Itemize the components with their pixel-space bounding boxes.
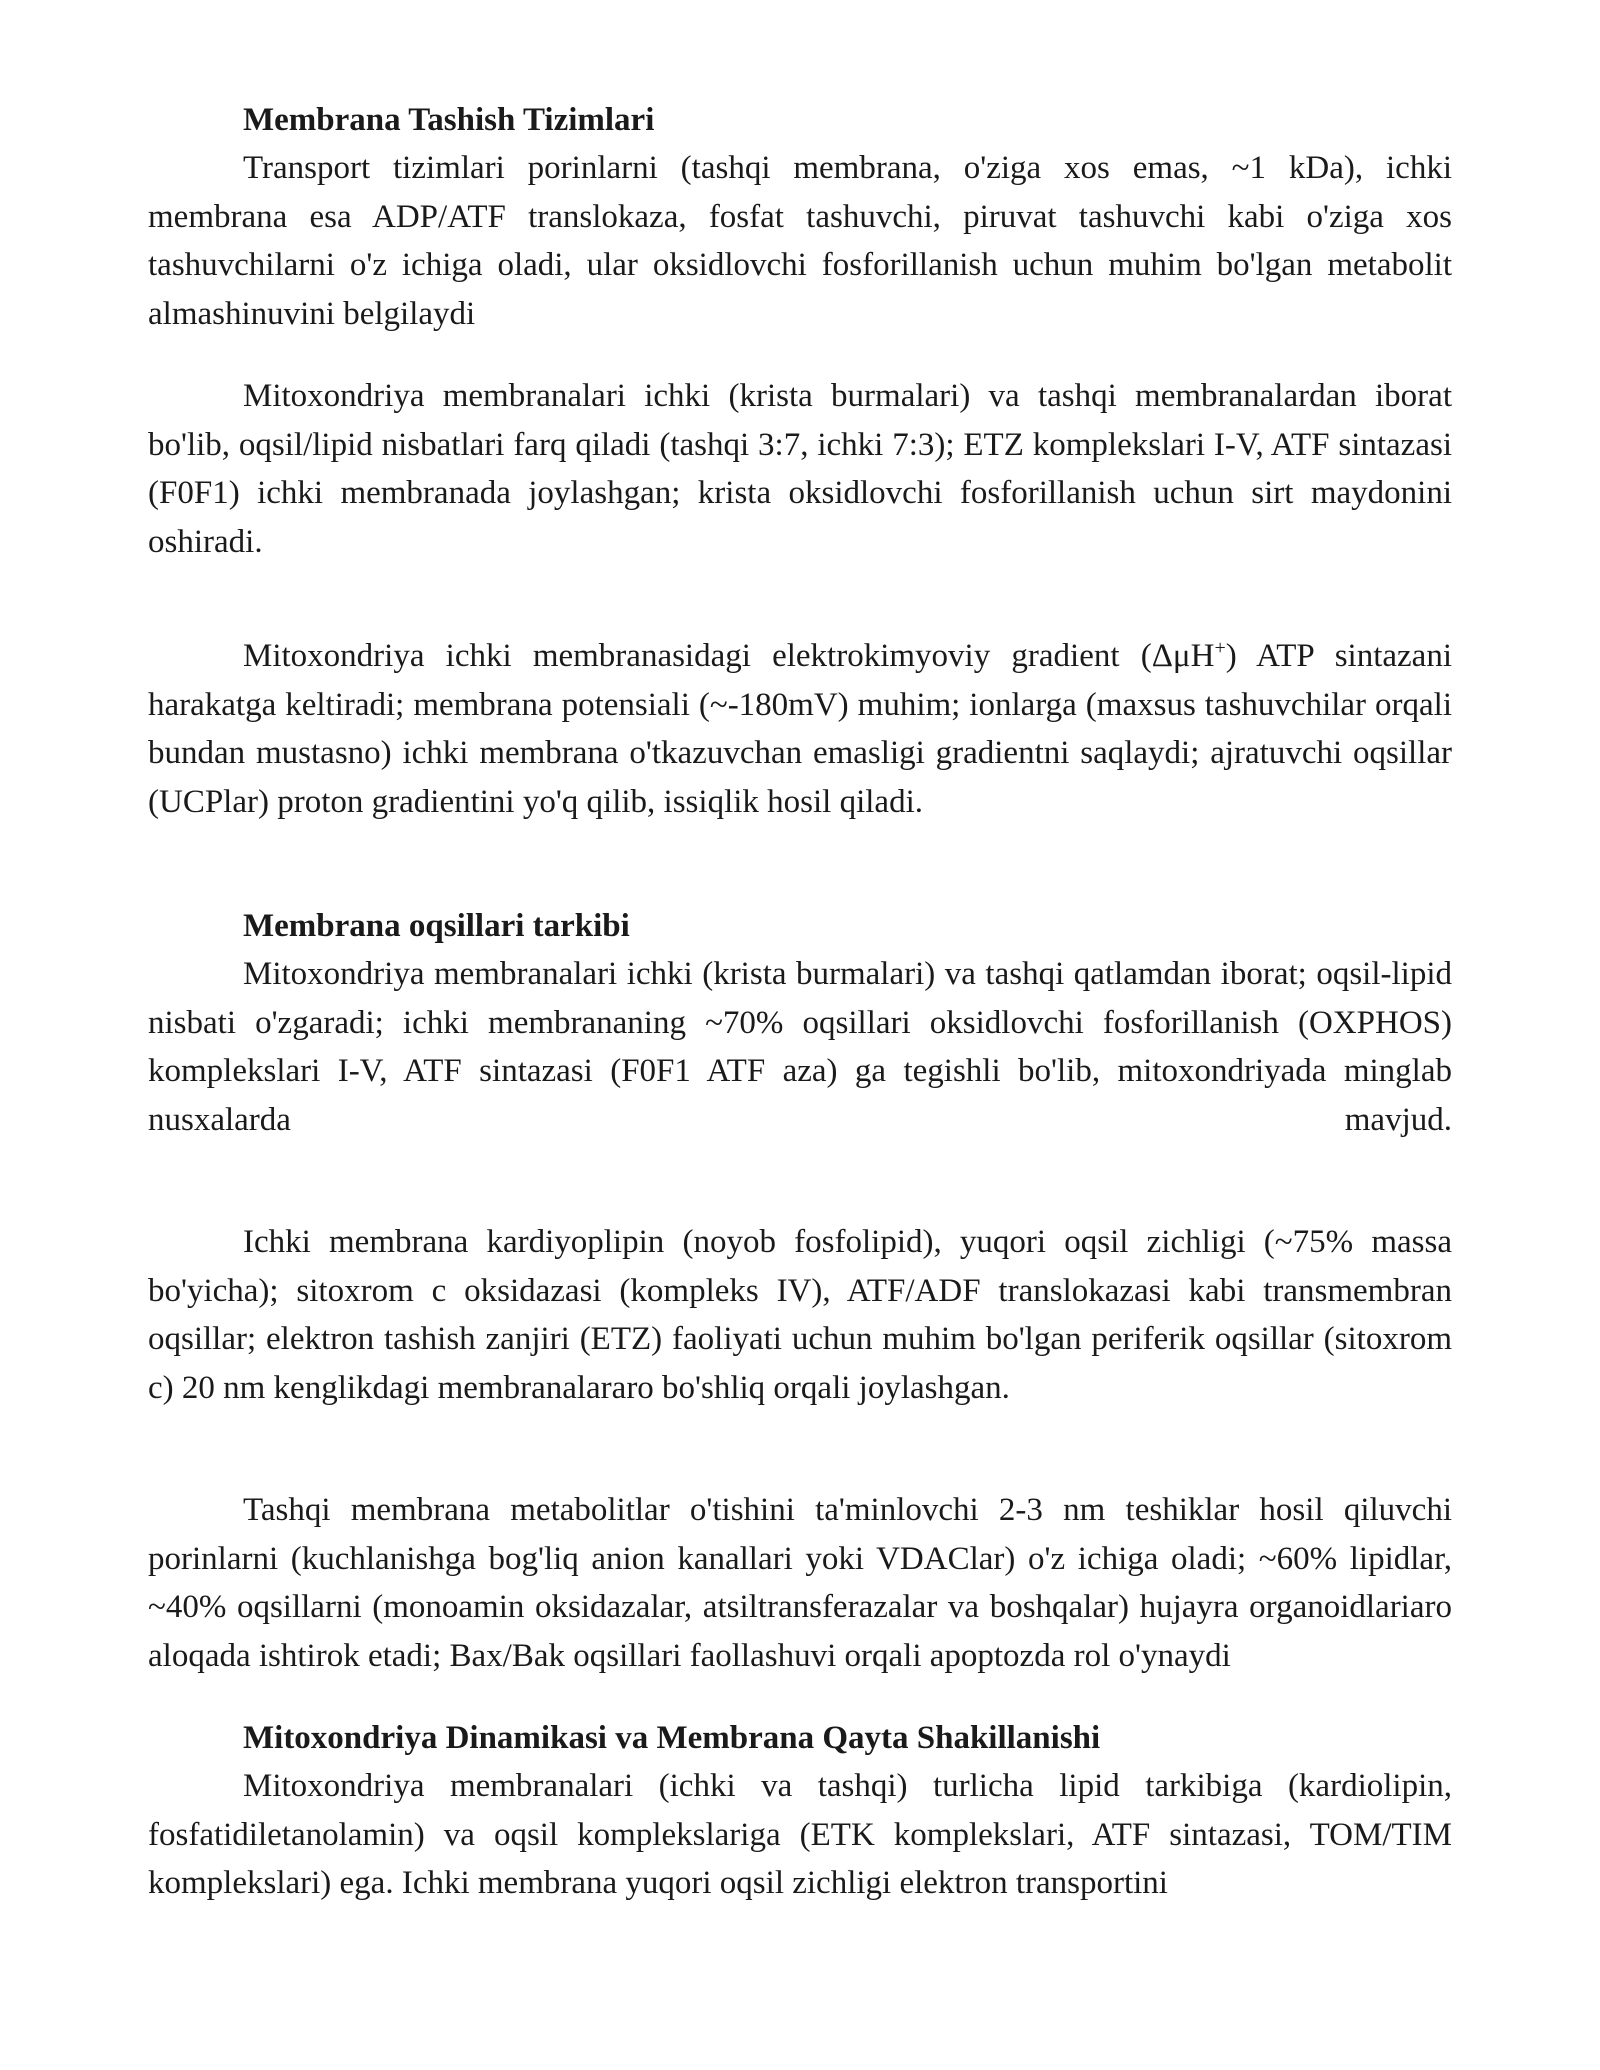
section-heading-proteins: Membrana oqsillari tarkibi [243,908,630,944]
document-page [148,96,1452,1908]
section-heading-dynamics: Mitoxondriya Dinamikasi va Membrana Qayta Shakillanishi [243,1720,1101,1756]
superscript-plus: + [1214,637,1226,659]
paragraph-transport-systems: Transport tizimlari porinlarni (tashqi membrana, o'ziga xos emas, ~1 kDa), ichki membrana esa ADP/ATF translokaza, fosfat tashuvchi, piruvat tashuvchi kabi o'ziga xos tashuvchilarni o'z ichiga oladi, ular oksidlovchi fosforillanish uchun muhim bo'lgan metabolit almashinuvini belgilaydi [148,150,1452,332]
paragraph-outer-membrane: Tashqi membrana metabolitlar o'tishini ta'minlovchi 2-3 nm teshiklar hosil qiluvchi porinlarni (kuchlanishga bog'liq anion kanallari yoki VDAClar) o'z ichiga oladi; ~60% lipidlar, ~40% oqsillarni (monoamin oksidazalar, atsiltransferazalar va boshqalar) hujayra organoidlariaro aloqada ishtirok etadi; Bax/Bak oqsillari faollashuvi orqali apoptozda rol o'ynaydi [148,1492,1452,1674]
section-heading-transport: Membrana Tashish Tizimlari [243,102,655,138]
paragraph-electrochemical-gradient [148,632,1452,826]
paragraph-protein-composition: Mitoxondriya membranalari ichki (krista burmalari) va tashqi qatlamdan iborat; oqsil-lipid nisbati o'zgaradi; ichki membrananing ~70% oqsillari oksidlovchi fosforillanish (OXPHOS) komplekslari I-V, ATF sintazasi (F0F1 ATF aza) ga tegishli bo'lib, mitoxondriyada minglab nusxalarda mavjud. [148,956,1452,1138]
gradient-text-before: Mitoxondriya ichki membranasidagi elektrokimyoviy gradient (ΔμH [243,638,1215,674]
paragraph-membrane-structure: Mitoxondriya membranalari ichki (krista burmalari) va tashqi membranalardan iborat bo'lib, oqsil/lipid nisbatlari farq qiladi (tashqi 3:7, ichki 7:3); ETZ komplekslari I-V, ATF sintazasi (F0F1) ichki membranada joylashgan; krista oksidlovchi fosforillanish uchun sirt maydonini oshiradi. [148,378,1452,560]
paragraph-dynamics: Mitoxondriya membranalari (ichki va tashqi) turlicha lipid tarkibiga (kardiolipin, fosfatidiletanolamin) va oqsil komplekslariga (ETK komplekslari, ATF sintazasi, TOM/TIM komplekslari) ega. Ichki membrana yuqori oqsil zichligi elektron transportini [148,1768,1452,1901]
paragraph-inner-membrane: Ichki membrana kardiyoplipin (noyob fosfolipid), yuqori oqsil zichligi (~75% massa bo'yicha); sitoxrom c oksidazasi (kompleks IV), ATF/ADF translokazasi kabi transmembran oqsillar; elektron tashish zanjiri (ETZ) faoliyati uchun muhim bo'lgan periferik oqsillar (sitoxrom c) 20 nm kenglikdagi membranalararo bo'shliq orqali joylashgan. [148,1224,1452,1406]
gradient-text-after: ) ATP sintazani harakatga keltiradi; membrana potensiali (~-180mV) muhim; ionlarga (maxsus tashuvchilar orqali bundan mustasno) ichki membrana o'tkazuvchan emasligi gradientni saqlaydi; ajratuvchi oqsillar (UCPlar) proton gradientini yo'q qilib, issiqlik hosil qiladi. [148,638,1452,820]
